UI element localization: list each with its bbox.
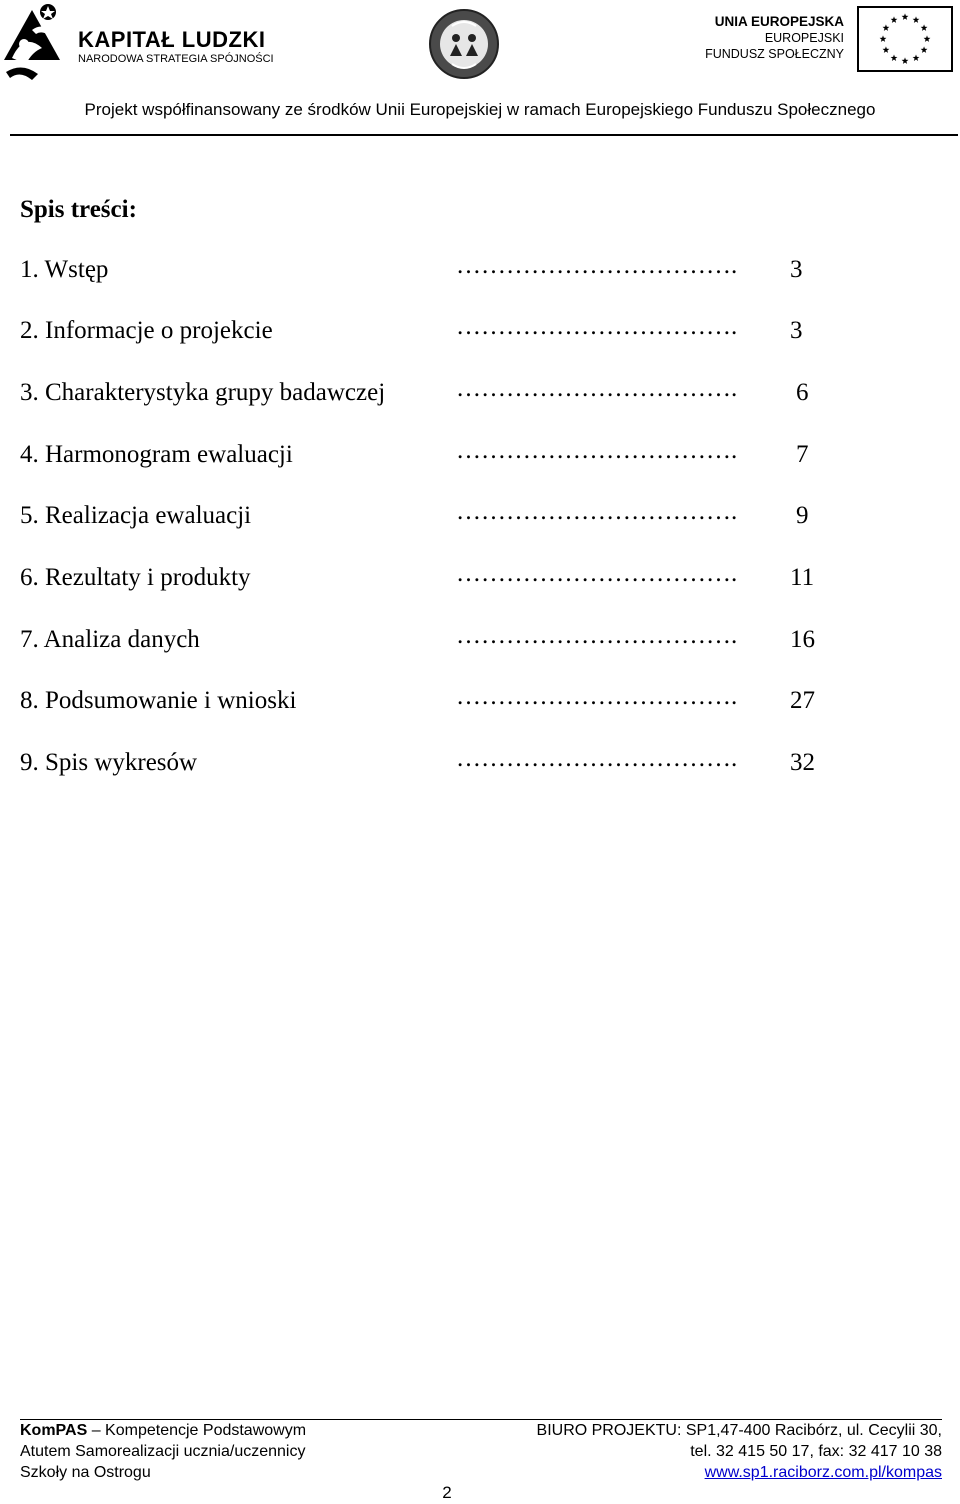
toc-entry-label: 6. Rezultaty i produkty	[20, 564, 251, 591]
toc-entry-label: 9. Spis wykresów	[20, 749, 198, 776]
toc-entry-label: 2. Informacje o projekcie	[20, 317, 273, 344]
toc-leader-dots: …………………………….	[456, 375, 738, 402]
toc-entry[interactable]	[20, 684, 840, 718]
toc-entry-label: 7. Analiza danych	[20, 626, 200, 653]
toc-entry[interactable]	[20, 376, 840, 410]
toc-entry-label: 8. Podsumowanie i wnioski	[20, 687, 297, 714]
toc-entry-page: 27	[790, 687, 815, 714]
toc-entry-label: 5. Realizacja ewaluacji	[20, 502, 252, 529]
toc-entry[interactable]	[20, 746, 840, 780]
page-number: 2	[442, 1483, 452, 1502]
cofinancing-notice: Projekt współfinansowany ze środków Unii Europejskiej w ramach Europejskiego Funduszu Społecznego	[84, 100, 876, 119]
footer-project-line-3: Szkoły na Ostrogu	[20, 1464, 151, 1481]
footer-website-link[interactable]: www.sp1.raciborz.com.pl/kompas	[704, 1464, 942, 1481]
kl-title: KAPITAŁ LUDZKI	[78, 27, 266, 52]
toc-leader-dots: …………………………….	[456, 252, 738, 279]
toc-entry-label: 1. Wstęp	[20, 256, 109, 283]
eu-line-1: UNIA EUROPEJSKA	[714, 14, 844, 29]
toc-leader-dots: …………………………….	[456, 498, 738, 525]
eu-line-2: EUROPEJSKI	[764, 31, 844, 45]
toc-entry[interactable]	[20, 499, 840, 533]
toc-leader-dots: …………………………….	[456, 313, 738, 340]
toc-entry-page: 9	[796, 502, 809, 529]
toc-entry-page: 3	[790, 256, 803, 283]
toc-entry-page: 3	[790, 317, 803, 344]
toc-entry-page: 7	[796, 441, 809, 468]
toc-leader-dots: …………………………….	[456, 560, 738, 587]
kl-subtitle: NARODOWA STRATEGIA SPÓJNOŚCI	[78, 53, 274, 65]
footer-project-name	[20, 1420, 306, 1483]
footer-project-line-2: Atutem Samorealizacji ucznia/uczennicy	[20, 1443, 306, 1460]
toc-leader-dots: …………………………….	[456, 622, 738, 649]
footer-project-line-1: – Kompetencje Podstawowym	[87, 1422, 307, 1439]
toc-entry-page: 11	[790, 564, 815, 591]
toc-entry[interactable]	[20, 438, 840, 472]
toc-title: Spis treści:	[20, 196, 137, 223]
toc-entry-label: 4. Harmonogram ewaluacji	[20, 441, 293, 468]
toc-leader-dots: …………………………….	[456, 437, 738, 464]
toc-leader-dots: …………………………….	[456, 745, 738, 772]
toc-entry-page: 16	[790, 626, 815, 653]
toc-entry[interactable]	[20, 561, 840, 595]
toc-entry-label: 3. Charakterystyka grupy badawczej	[20, 379, 386, 406]
eu-line-3: FUNDUSZ SPOŁECZNY	[705, 47, 844, 61]
footer-phone-fax: tel. 32 415 50 17, fax: 32 417 10 38	[690, 1443, 942, 1460]
footer-office-address: BIURO PROJEKTU: SP1,47-400 Racibórz, ul. Cecylii 30,	[536, 1422, 942, 1439]
footer-project-acronym: KomPAS	[20, 1422, 88, 1439]
footer-contact	[537, 1420, 942, 1483]
toc-entry-page: 32	[790, 749, 815, 776]
toc-entry[interactable]	[20, 623, 840, 657]
toc-entry[interactable]	[20, 253, 840, 287]
toc-entry[interactable]	[20, 314, 840, 348]
toc-entry-page: 6	[796, 379, 809, 406]
toc-leader-dots: …………………………….	[456, 683, 738, 710]
